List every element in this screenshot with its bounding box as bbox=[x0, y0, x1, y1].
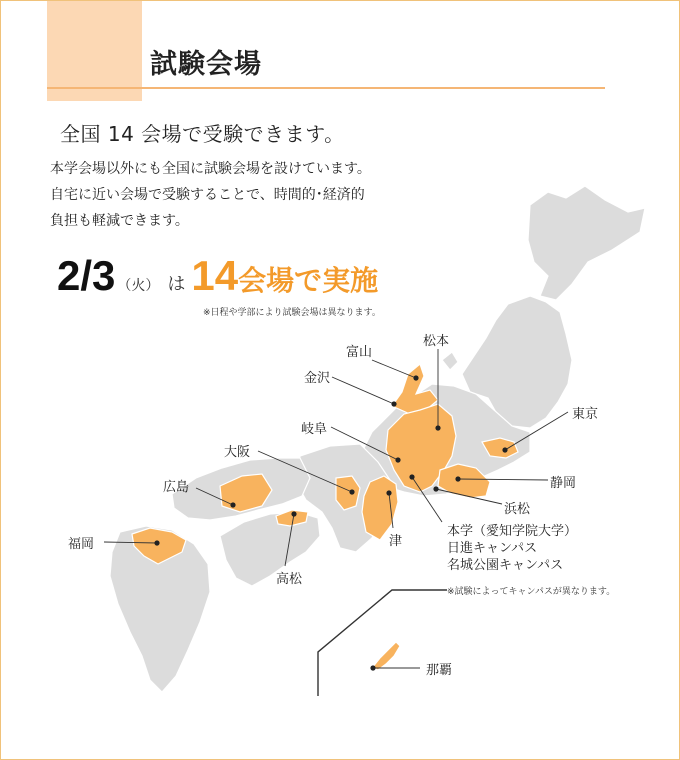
venue-count-suffix: 会場で実施 bbox=[238, 264, 379, 297]
shizuoka-marker bbox=[455, 476, 460, 481]
hamamatsu-marker bbox=[433, 486, 438, 491]
description-line: 負担も軽減できます。 bbox=[50, 213, 189, 229]
label-shizuoka: 静岡 bbox=[550, 476, 577, 491]
label-kanazawa: 金沢 bbox=[304, 371, 331, 386]
exam-day-of-week: （火） bbox=[117, 278, 160, 294]
fukuoka-marker bbox=[154, 540, 159, 545]
okinawa-inset-border bbox=[318, 590, 447, 696]
exam-particle: は bbox=[167, 274, 186, 295]
sado-shape bbox=[442, 352, 458, 370]
kanazawa-marker bbox=[391, 401, 396, 406]
label-tokyo: 東京 bbox=[572, 407, 599, 422]
naha-marker bbox=[370, 665, 375, 670]
shikoku-shape bbox=[220, 512, 320, 586]
nagoya-marker bbox=[409, 474, 414, 479]
takamatsu-marker bbox=[291, 511, 296, 516]
tokyo-marker bbox=[502, 447, 507, 452]
base-map bbox=[110, 186, 645, 692]
description-line: 自宅に近い会場で受験することで、時間的･経済的 bbox=[50, 187, 365, 203]
label-takamatsu: 高松 bbox=[276, 572, 303, 587]
campus-nisshin: 日進キャンパス bbox=[447, 541, 538, 556]
page-title: 試験会場 bbox=[150, 49, 262, 80]
schedule-note: ※日程や学部により試験会場は異なります。 bbox=[203, 308, 381, 318]
label-matsumoto: 松本 bbox=[423, 334, 450, 349]
label-hamamatsu: 浜松 bbox=[504, 502, 531, 517]
label-hiroshima: 広島 bbox=[163, 480, 190, 495]
label-toyama: 富山 bbox=[346, 345, 373, 360]
campus-note: ※試験によってキャンパスが異なります。 bbox=[447, 587, 616, 597]
label-naha: 那覇 bbox=[426, 663, 453, 678]
description-line: 本学会場以外にも全国に試験会場を設けています。 bbox=[50, 161, 371, 177]
okinawa-region bbox=[372, 642, 400, 670]
label-osaka: 大阪 bbox=[224, 445, 251, 460]
campus-meijo-koen: 名城公園キャンパス bbox=[447, 558, 564, 573]
venue-count: 14 bbox=[191, 252, 239, 299]
label-fukuoka: 福岡 bbox=[68, 537, 95, 552]
hiroshima-marker bbox=[230, 502, 235, 507]
campus-main: 本学（愛知学院大学） bbox=[447, 524, 578, 539]
exam-date: 2/3 bbox=[57, 252, 116, 299]
lead-text: 全国 14 会場で受験できます。 bbox=[60, 122, 345, 146]
tsu-marker bbox=[386, 490, 391, 495]
toyama-marker bbox=[413, 375, 418, 380]
osaka-marker bbox=[349, 489, 354, 494]
label-tsu: 津 bbox=[389, 534, 403, 549]
campus-list bbox=[447, 523, 577, 574]
hokkaido-shape bbox=[528, 186, 645, 300]
label-gifu: 岐阜 bbox=[301, 422, 328, 437]
matsumoto-marker bbox=[435, 425, 440, 430]
gifu-marker bbox=[395, 457, 400, 462]
